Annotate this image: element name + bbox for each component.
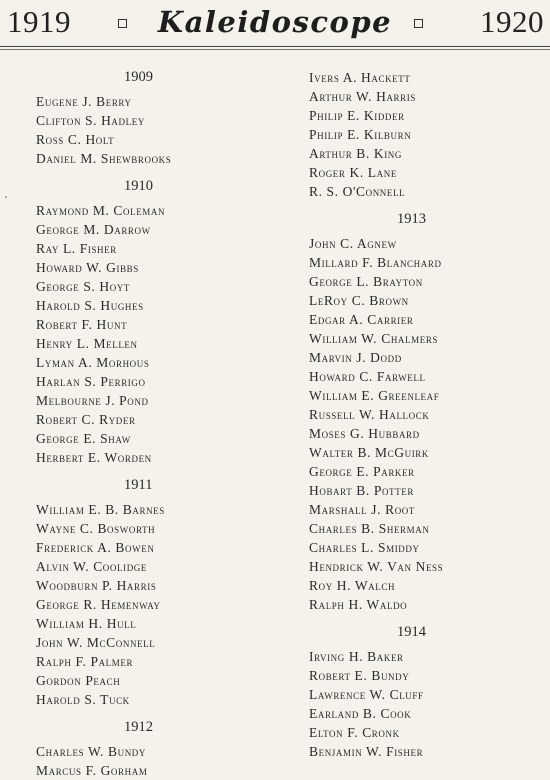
right-column [309,68,539,761]
member-name: John W. McConnell [36,635,156,650]
member-name: Howard W. Gibbs [36,260,139,275]
member-name: R. S. O'Connell [309,184,406,199]
member-name: George L. Brayton [309,274,423,289]
member-name: Ross C. Holt [36,132,115,147]
left-column [36,68,266,780]
member-name: William W. Chalmers [309,331,439,346]
member-name: Ray L. Fisher [36,241,117,256]
member-name: William E. Greenleaf [309,388,440,403]
member-name: Ralph H. Waldo [309,597,408,612]
class-year-heading: 1914 [397,624,426,640]
member-name: Marshall J. Root [309,502,415,517]
member-name: Harold S. Tuck [36,692,130,707]
member-name: Daniel M. Shewbrooks [36,151,172,166]
member-name: Lyman A. Morhous [36,355,150,370]
class-year-heading: 1911 [124,477,153,493]
member-name: LeRoy C. Brown [309,293,409,308]
member-name: Ralph F. Palmer [36,654,134,669]
member-name: Arthur B. King [309,146,402,161]
member-name: Hobart B. Potter [309,483,414,498]
member-name: Earland B. Cook [309,706,412,721]
class-year-heading: 1913 [397,211,426,227]
member-name: Frederick A. Bowen [36,540,155,555]
section-gap [309,614,539,623]
class-year-heading: 1910 [124,178,153,194]
member-name: Moses G. Hubbard [309,426,420,441]
member-name: Roger K. Lane [309,165,397,180]
page-header [0,0,550,44]
member-name: Robert F. Hunt [36,317,128,332]
member-name: Russell W. Hallock [309,407,430,422]
member-name: Charles L. Smiddy [309,540,420,555]
member-name: Elton F. Cronk [309,725,400,740]
member-name: Irving H. Baker [309,649,404,664]
member-name: William H. Hull [36,616,137,631]
section-gap [36,709,266,718]
paper-speck [5,196,7,198]
member-name: Marvin J. Dodd [309,350,402,365]
member-name: Hendrick W. Van Ness [309,559,444,574]
member-name: Howard C. Farwell [309,369,426,384]
member-name: Arthur W. Harris [309,89,416,104]
header-year-left: 1919 [7,4,71,39]
member-name: Walter B. McGuirk [309,445,429,460]
header-square-icon [414,19,423,28]
member-name: Philip E. Kilburn [309,127,412,142]
member-name: Raymond M. Coleman [36,203,166,218]
member-name: Ivers A. Hackett [309,70,411,85]
section-gap [36,168,266,177]
member-name: Benjamin W. Fisher [309,744,424,759]
member-name: Wayne C. Bosworth [36,521,156,536]
member-name: George E. Parker [309,464,415,479]
member-name: George E. Shaw [36,431,131,446]
member-name: George S. Hoyt [36,279,131,294]
member-name: Woodburn P. Harris [36,578,157,593]
member-name: Philip E. Kidder [309,108,405,123]
header-year-right: 1920 [480,4,544,39]
member-name: Roy H. Walch [309,578,396,593]
member-name: George M. Darrow [36,222,151,237]
member-name: Robert C. Ryder [36,412,136,427]
member-name: Millard F. Blanchard [309,255,442,270]
member-name: Marcus F. Gorham [36,763,148,778]
class-year-heading: 1912 [124,719,153,735]
member-name: Harlan S. Perrigo [36,374,146,389]
member-name: Charles W. Bundy [36,744,146,759]
member-name: Robert E. Bundy [309,668,410,683]
section-gap [309,201,539,210]
member-name: Clifton S. Hadley [36,113,145,128]
class-year-heading: 1909 [124,69,153,85]
header-rule [0,46,550,47]
member-name: George R. Hemenway [36,597,161,612]
header-title: Kaleidoscope [157,5,393,39]
member-name: John C. Agnew [309,236,397,251]
member-name: Gordon Peach [36,673,121,688]
member-name: Melbourne J. Pond [36,393,149,408]
member-name: Harold S. Hughes [36,298,144,313]
member-name: Alvin W. Coolidge [36,559,147,574]
member-name: Henry L. Mellen [36,336,138,351]
member-name: Herbert E. Worden [36,450,152,465]
header-rule-thin [0,49,550,50]
member-name: Edgar A. Carrier [309,312,414,327]
member-name: Charles B. Sherman [309,521,430,536]
section-gap [36,467,266,476]
member-name: Lawrence W. Cluff [309,687,424,702]
member-name: William E. B. Barnes [36,502,165,517]
member-name: Eugene J. Berry [36,94,132,109]
